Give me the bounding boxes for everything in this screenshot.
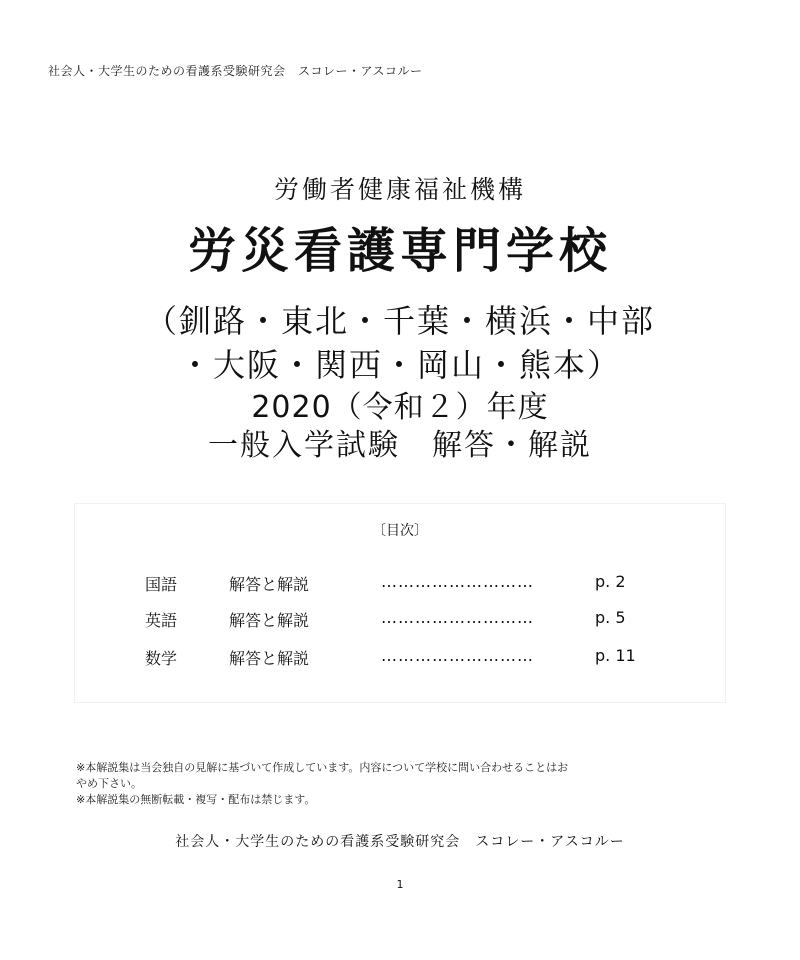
toc-subject: 数学 <box>145 649 178 668</box>
exam-year: 2020（令和２）年度 <box>251 390 549 425</box>
running-header: 社会人・大学生のための看護系受験研究会 スコレー・アスコルー <box>48 64 423 78</box>
toc-subject: 国語 <box>145 575 178 594</box>
campus-list-line1: （釧路・東北・千葉・横浜・中部 <box>144 302 655 340</box>
toc-leader-dots: ……………………… <box>381 646 534 665</box>
toc-heading: 〔目次〕 <box>372 523 428 539</box>
footer-organization: 社会人・大学生のための看護系受験研究会 スコレー・アスコルー <box>175 834 625 850</box>
toc-row-english[interactable] <box>75 608 725 630</box>
organization-name: 労働者健康福祉機構 <box>273 175 526 204</box>
toc-page-number: p. 5 <box>595 608 626 627</box>
toc-row-math[interactable] <box>75 646 725 668</box>
toc-leader-dots: ……………………… <box>381 572 534 591</box>
page-number: 1 <box>396 878 404 891</box>
table-of-contents <box>74 503 726 703</box>
toc-leader-dots: ……………………… <box>381 608 534 627</box>
toc-description: 解答と解説 <box>229 649 310 668</box>
exam-title: 一般入学試験 解答・解説 <box>208 428 592 463</box>
copyright-notice: ※本解説集の無断転載・複写・配布は禁じます。 <box>76 793 316 806</box>
disclaimer-line: やめ下さい。 <box>76 777 142 790</box>
disclaimer-notes <box>76 760 736 808</box>
toc-description: 解答と解説 <box>229 575 310 594</box>
toc-row-japanese[interactable] <box>75 572 725 594</box>
school-name: 労災看護専門学校 <box>187 223 612 279</box>
toc-page-number: p. 2 <box>595 572 626 591</box>
disclaimer-line: ※本解説集は当会独自の見解に基づいて作成しています。内容について学校に問い合わせることはお <box>76 761 569 774</box>
toc-description: 解答と解説 <box>229 611 310 630</box>
toc-subject: 英語 <box>145 611 178 630</box>
campus-list-line2: ・大阪・関西・岡山・熊本） <box>178 346 621 384</box>
toc-page-number: p. 11 <box>595 646 636 665</box>
